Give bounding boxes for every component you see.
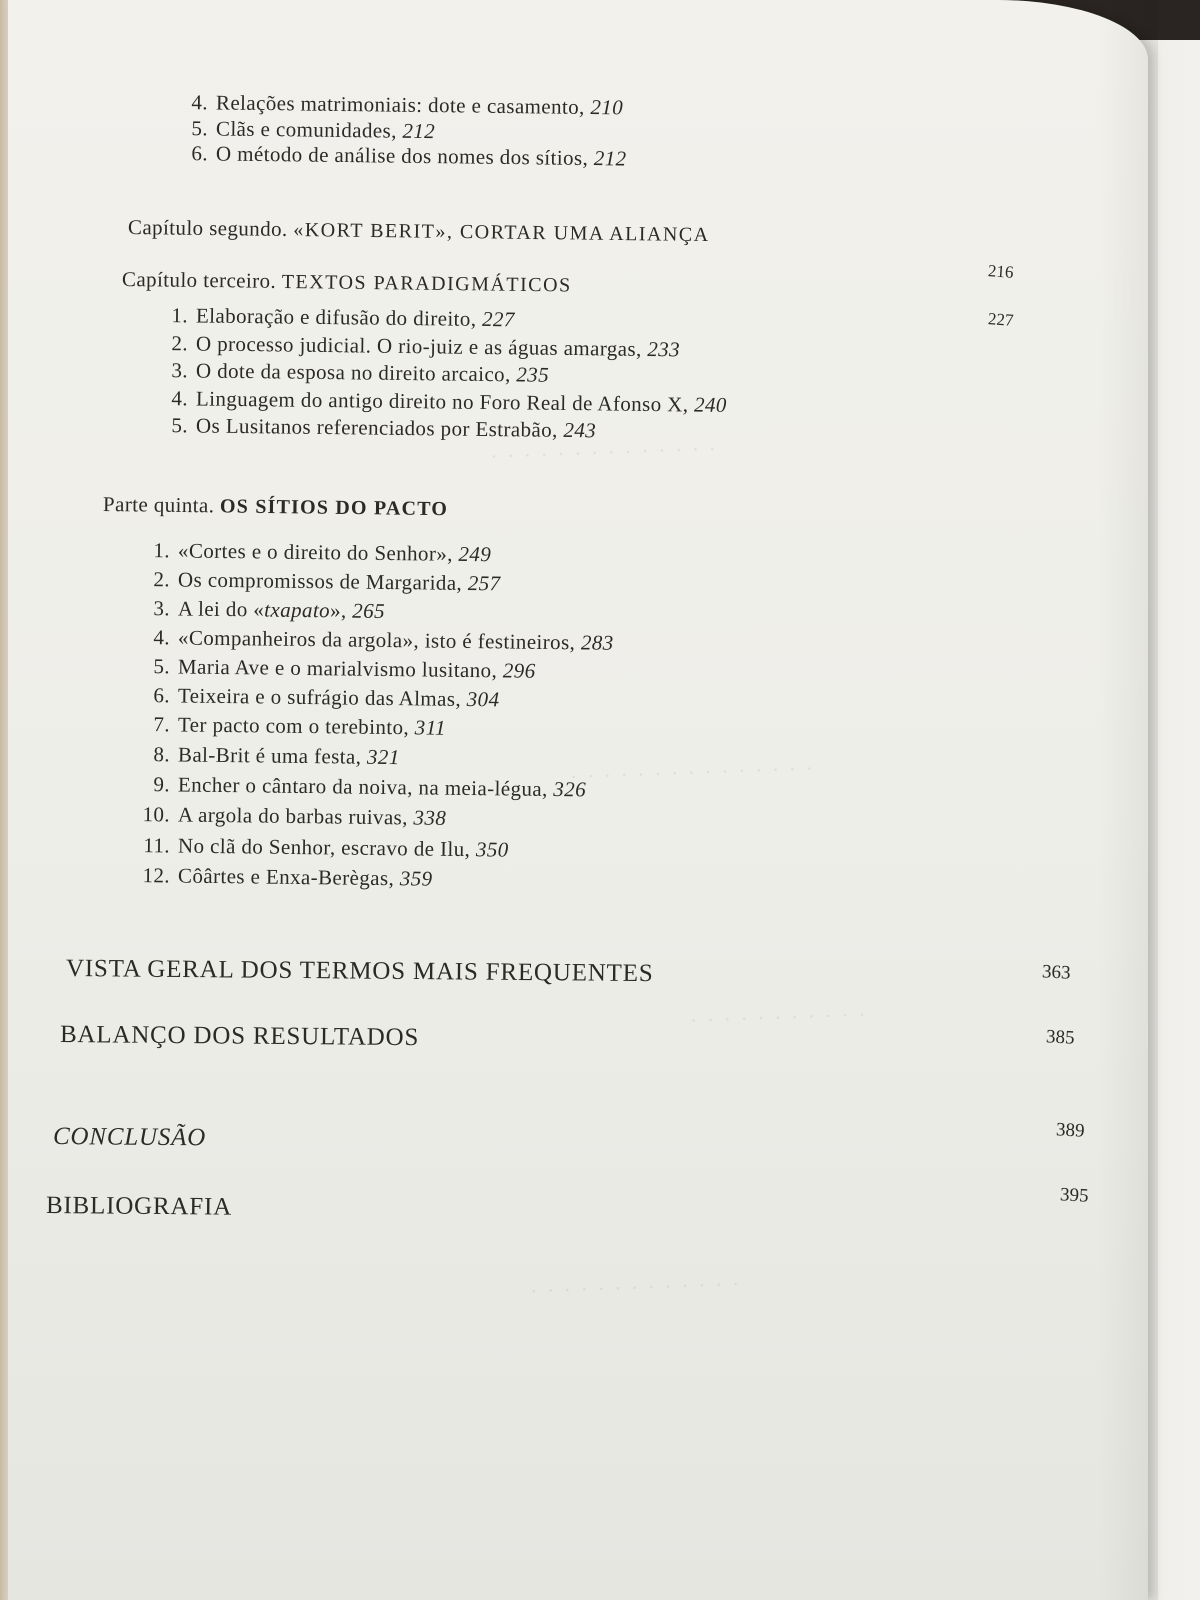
bleed-through-text: · · · · · · · · · · · · · · (487, 436, 717, 469)
toc-entry[interactable]: 8. Bal-Brit é uma festa, 321 (153, 742, 400, 770)
page-number: 395 (1059, 1184, 1090, 1207)
section-heading[interactable]: CONCLUSÃO (52, 1123, 207, 1152)
toc-entry[interactable]: 6. Teixeira e o sufrágio das Almas, 304 (153, 683, 500, 712)
toc-entry[interactable]: 2. Os compromissos de Margarida, 257 (153, 567, 501, 596)
toc-entry[interactable]: 5. Clãs e comunidades, 212 (191, 116, 436, 144)
chapter-heading[interactable]: Capítulo terceiro. TEXTOS PARADIGMÁTICOS (121, 267, 572, 297)
bleed-through-text: · · · · · · · · · · · (687, 1001, 866, 1034)
page-number: 363 (1041, 961, 1072, 984)
toc-entry[interactable]: 5. Maria Ave e o marialvismo lusitano, 296 (153, 654, 536, 683)
toc-entry[interactable]: 7. Ter pacto com o terebinto, 311 (153, 712, 447, 740)
section-heading[interactable]: VISTA GERAL DOS TERMOS MAIS FREQUENTES (65, 955, 654, 988)
toc-entry[interactable]: 1. Elaboração e difusão do direito, 227 (171, 303, 515, 332)
toc-entry[interactable]: 2. O processo judicial. O rio-juiz e as águas amargas, 233 (171, 331, 681, 362)
page-number: 227 (987, 309, 1015, 330)
toc-entry[interactable]: 3. O dote da esposa no direito arcaico, 235 (171, 358, 550, 387)
toc-entry[interactable]: 9. Encher o cântaro da noiva, na meia-légua, 326 (153, 772, 587, 802)
toc-entry[interactable]: 6. O método de análise dos nomes dos sítios, 212 (191, 141, 627, 171)
toc-entry[interactable]: 11. No clã do Senhor, escravo de Ilu, 350 (143, 833, 509, 862)
toc-entry[interactable]: 3. A lei do «txapato», 265 (153, 596, 386, 623)
toc-entry[interactable]: 4. Relações matrimoniais: dote e casamento, 210 (191, 90, 624, 120)
table-of-contents-page (8, 0, 1148, 1600)
toc-entry[interactable]: 5. Os Lusitanos referenciados por Estrabão, 243 (171, 413, 597, 443)
part-heading[interactable]: Parte quinta. OS SÍTIOS DO PACTO (102, 492, 449, 521)
page-number: 385 (1045, 1026, 1076, 1049)
toc-entry[interactable]: 10. A argola do barbas ruivas, 338 (142, 802, 447, 830)
page-number: 216 (987, 261, 1015, 282)
page-number: 389 (1055, 1119, 1086, 1142)
toc-entry[interactable]: 1. «Cortes e o direito do Senhor», 249 (153, 538, 492, 567)
toc-entry[interactable]: 4. Linguagem do antigo direito no Foro Real de Afonso X, 240 (171, 386, 727, 417)
bleed-through-text: · · · · · · · · · · · · · (527, 1271, 740, 1304)
toc-entry[interactable]: 12. Côârtes e Enxa-Berègas, 359 (142, 863, 433, 891)
section-heading[interactable]: BALANÇO DOS RESULTADOS (59, 1021, 420, 1052)
section-heading[interactable]: BIBLIOGRAFIA (45, 1192, 233, 1221)
toc-entry[interactable]: 4. «Companheiros da argola», isto é festineiros, 283 (153, 625, 614, 655)
chapter-heading[interactable]: Capítulo segundo. «KORT BERIT», CORTAR UMA ALIANÇA (127, 215, 710, 247)
bleed-through-text: · · · · · · · · · · · · · · · (567, 755, 814, 790)
